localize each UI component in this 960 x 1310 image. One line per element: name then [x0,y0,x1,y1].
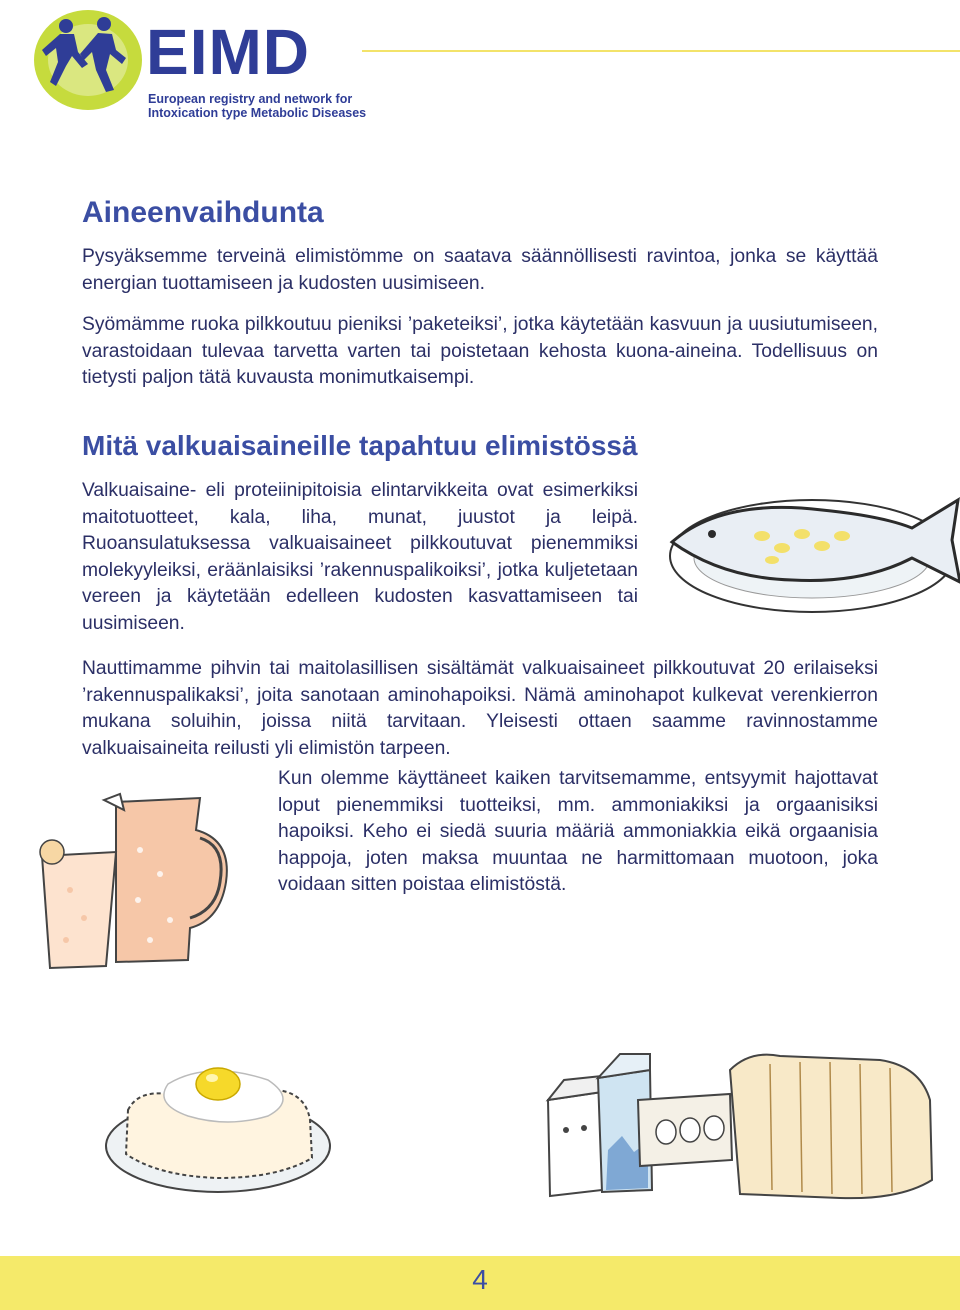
egg-toast-illustration [98,1050,338,1200]
logo-subtitle-line2: Intoxication type Metabolic Diseases [148,106,367,120]
paragraph-ammonia: Kun olemme käyttäneet kaiken tarvitsemamme, entsyymit hajottavat loput pienemmiksi tuotteiksi, mm. ammoniakiksi ja orgaanisiksi hapoiksi. Keho ei siedä suuria määriä ammoniakkia eikä orgaanisia happoja, joten maksa muuntaa ne harmittomaan muotoon, joka voidaan sitten poistaa elimistöstä. [278,768,878,896]
paragraph-food-breakdown: Syömämme ruoka pilkkoutuu pieniksi ’paketeiksi’, jotka käytetään kasvuun ja uusiutumiseen, varastoidaan tulevaa tarvetta varten tai poistetaan kehosta kuona-aineina. Todellisuus on tietysti paljon tätä kuvausta monimutkaisempi. [82,314,878,389]
section-title-aineenvaihdunta: Aineenvaihdunta [82,196,324,229]
header-rule [362,50,960,52]
paragraph-protein-foods: Valkuaisaine- eli proteiinipitoisia elintarvikkeita ovat esimerkiksi maitotuotteet, kala, liha, munat, juustot ja leipä. Ruoansulatuksessa valkuaisaineet pilkkoutuvat pienemmiksi molekyyleiksi, eräänlaisiksi ’rakennuspalikoiksi’, jotka kuljetetaan vereen ja käytetään edelleen kudosten kasvattamiseen tai uusimiseen. [82,480,638,634]
logo-subtitle [148,92,366,120]
section-title-proteins: Mitä valkuaisaineille tapahtuu elimistössä [82,430,638,461]
logo-runners-icon [26,4,156,116]
fish-plate-illustration [662,488,960,618]
paragraph-intro: Pysyäksemme terveinä elimistömme on saatava säännöllisesti ravintoa, jonka se käyttää energian tuottamiseen ja kudosten uusimiseen. [82,246,878,294]
logo-wordmark: EIMD [146,16,310,88]
page-number: 4 [472,1264,488,1295]
logo-subtitle-line1: European registry and network for [148,92,353,106]
dairy-eggs-bread-illustration [540,1040,940,1210]
milk-jug-glass-illustration [20,790,250,970]
paragraph-amino-acids: Nauttimamme pihvin tai maitolasillisen sisältämät valkuaisaineet pilkkoutuvat 20 erilaiseksi ’rakennuspalikaksi’, joita sanotaan aminohapoiksi. Nämä aminohapot kulkevat verenkierron mukana soluihin, joissa niitä tarvitaan. Yleisesti ottaen saamme ravinnostamme valkuaisaineita reilusti yli elimistön tarpeen. [82,658,878,759]
